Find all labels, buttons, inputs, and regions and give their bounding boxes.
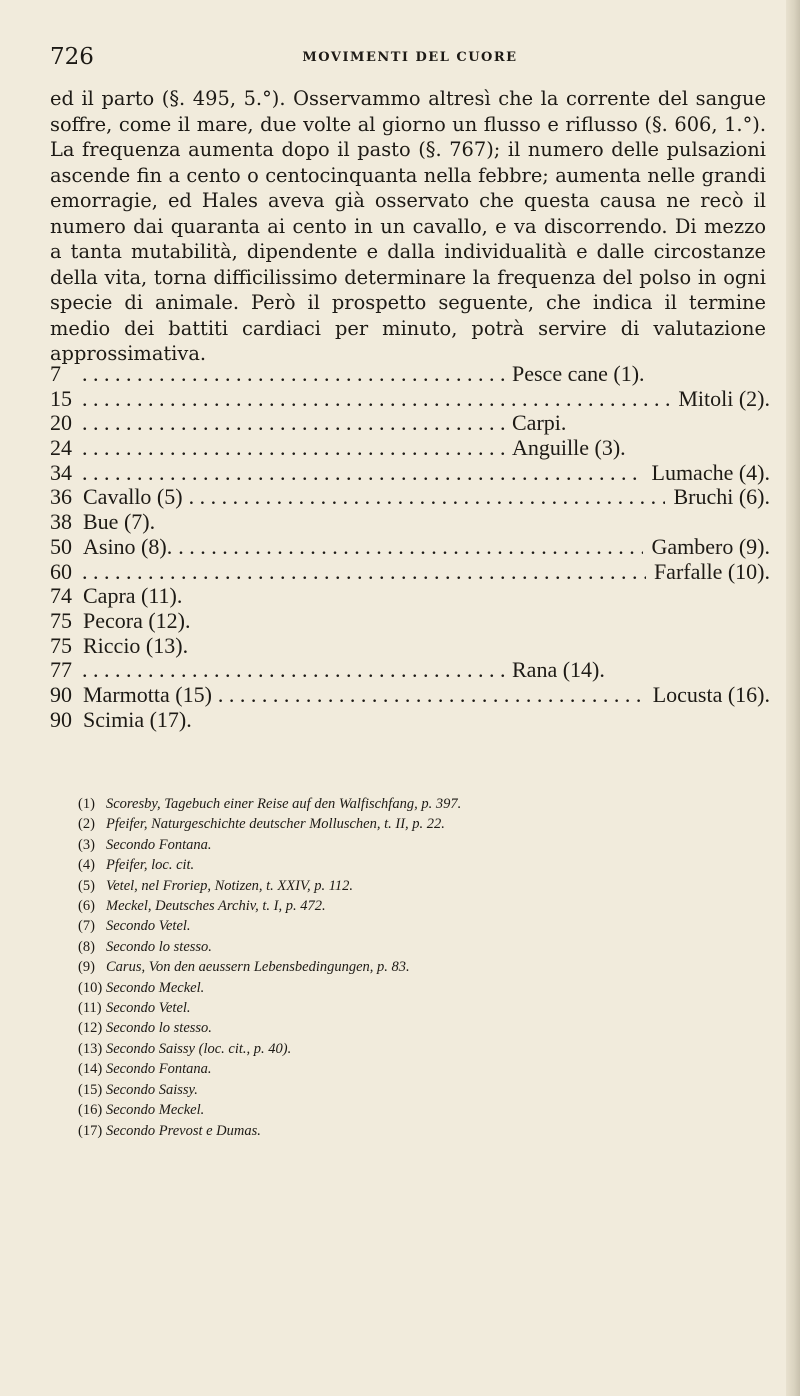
table-row [50,584,770,609]
footnote-mark: (4) [78,857,95,874]
animal-middle: Carpi. [512,410,567,436]
beats-per-minute: 74 [50,583,72,609]
footnote-text: Secondo Meckel. [106,1102,205,1119]
footnotes [78,794,768,1141]
footnote [78,855,768,875]
animal-left: Scimia (17). [83,706,192,732]
footnote-text: Meckel, Deutsches Archiv, t. I, p. 472. [106,898,326,915]
dot-leader [82,461,644,486]
table-row [50,510,770,535]
footnote-mark: (7) [78,918,95,935]
footnote-mark: (9) [78,959,95,976]
animal-right: Locusta (16). [652,681,770,707]
footnote-mark: (5) [78,877,95,894]
footnote-mark: (16) [78,1102,103,1119]
table-row [50,411,770,436]
footnote-text: Pfeifer, loc. cit. [106,857,195,874]
footnote [78,1039,768,1059]
dot-leader [189,485,666,510]
footnote [78,937,768,957]
footnote-mark: (1) [78,796,95,812]
footnote-text: Secondo Fontana. [106,836,212,853]
table-row [50,436,770,461]
footnote [78,814,768,834]
animal-left: Marmotta (15) [83,681,212,707]
footnote-text: Secondo Saissy (loc. cit., p. 40). [106,1040,292,1057]
animal-left: Pecora (12). [83,607,191,633]
footnote-text: Secondo lo stesso. [106,938,212,955]
table-row [50,708,770,733]
footnote-mark: (3) [78,836,95,853]
footnote-mark: (17) [78,1122,103,1139]
beats-per-minute: 24 [50,435,72,461]
page-number: 726 [50,44,94,70]
footnote-text: Secondo Meckel. [106,979,205,996]
table-row [50,387,770,412]
footnote-text: Pfeifer, Naturgeschichte deutscher Molluschen, t. II, p. 22. [106,816,445,833]
paragraph-text: ed il parto (§. 495, 5.°). Osservammo altresì che la corrente del sangue soffre, come il mare, due volte al giorno un flusso e riflusso (§. 606, 1.°). La frequenza aumenta dopo il pasto (§. 767); il numero delle pulsazioni ascende fin a cento o centocinquanta nella febbre; aumenta nelle grandi emorragie, ed Hales aveva già osservato che questa causa ne recò il numero dai quaranta ai cento in un cavallo, e va discorrendo. Di mezzo a tanta mutabilità, dipendente e dalla individualità e dalle circostanze della vita, torna difficilissimo determinare la frequenza del polso in ogni specie di animale. Però il prospetto seguente, che indica il termine medio dei battiti cardiaci per minuto, potrà servire di valutazione approssimativa. [50,87,766,365]
footnote-mark: (13) [78,1040,103,1057]
footnote-mark: (2) [78,816,95,833]
animal-left: Cavallo (5) [83,484,183,510]
beats-per-minute: 38 [50,509,72,535]
beats-per-minute: 90 [50,681,72,707]
footnote-mark: (8) [78,938,95,955]
table-row [50,535,770,560]
footnote-text: Secondo Fontana. [106,1061,212,1078]
animal-right: Farfalle (10). [653,558,770,584]
footnote-mark: (10) [78,979,103,996]
table-row [50,683,770,708]
footnote [78,978,768,998]
dot-leader [218,683,645,708]
beats-per-minute: 60 [50,558,72,584]
animal-left: Bue (7). [83,509,156,535]
dot-leader [82,387,670,412]
animal-middle: Anguille (3). [512,435,626,461]
beats-per-minute: 7 [50,361,61,386]
body-paragraph [50,86,766,367]
animal-right: Bruchi (6). [673,484,770,510]
beats-per-minute: 50 [50,533,72,559]
dot-leader [82,658,506,683]
footnote [78,794,768,814]
beats-per-minute: 15 [50,385,72,411]
beats-per-minute: 34 [50,459,72,485]
table-row [50,362,770,387]
footnote-mark: (15) [78,1081,103,1098]
dot-leader [82,411,506,436]
footnote [78,1080,768,1100]
table-row [50,658,770,683]
footnote [78,916,768,936]
table-row [50,461,770,486]
beats-per-minute: 36 [50,484,72,510]
page-header [50,44,770,74]
footnote [78,957,768,977]
footnote-text: Secondo Vetel. [106,918,191,935]
running-head: MOVIMENTI DEL CUORE [302,50,518,65]
dot-leader [82,436,506,461]
table-row [50,560,770,585]
animal-right: Mitoli (2). [678,385,770,411]
animal-right: Lumache (4). [651,459,770,485]
table-row [50,609,770,634]
footnote-mark: (6) [78,898,95,915]
footnote-text: Secondo Vetel. [106,1000,191,1017]
footnote-text: Carus, Von den aeussern Lebensbedingungen, p. 83. [106,959,410,976]
beats-per-minute: 75 [50,607,72,633]
dot-leader [178,535,643,560]
footnote [78,1100,768,1120]
animal-middle: Pesce cane (1). [512,361,645,386]
page-edge-shadow [786,0,800,1396]
footnote-mark: (12) [78,1020,103,1037]
animal-right: Gambero (9). [651,533,770,559]
table-row [50,485,770,510]
beats-per-minute: 77 [50,657,72,683]
footnote [78,896,768,916]
footnote-text: Secondo lo stesso. [106,1020,212,1037]
footnote-text: Scoresby, Tagebuch einer Reise auf den Walfischfang, p. 397. [106,796,462,812]
footnote-mark: (11) [78,1000,102,1017]
animal-middle: Rana (14). [512,657,605,683]
animal-left: Riccio (13). [83,632,189,658]
footnote [78,1059,768,1079]
heart-rate-table [50,362,770,732]
beats-per-minute: 75 [50,632,72,658]
footnote [78,1018,768,1038]
dot-leader [82,362,506,387]
footnote-mark: (14) [78,1061,103,1078]
beats-per-minute: 90 [50,706,72,732]
footnote-text: Secondo Prevost e Dumas. [106,1122,261,1139]
footnote-text: Secondo Saissy. [106,1081,198,1098]
dot-leader [82,560,646,585]
beats-per-minute: 20 [50,410,72,436]
table-row [50,634,770,659]
footnote-text: Vetel, nel Froriep, Notizen, t. XXIV, p. 112. [106,877,354,894]
animal-left: Capra (11). [83,583,183,609]
footnote [78,876,768,896]
footnote [78,1121,768,1141]
footnote [78,835,768,855]
footnote [78,998,768,1018]
animal-left: Asino (8). [83,533,173,559]
